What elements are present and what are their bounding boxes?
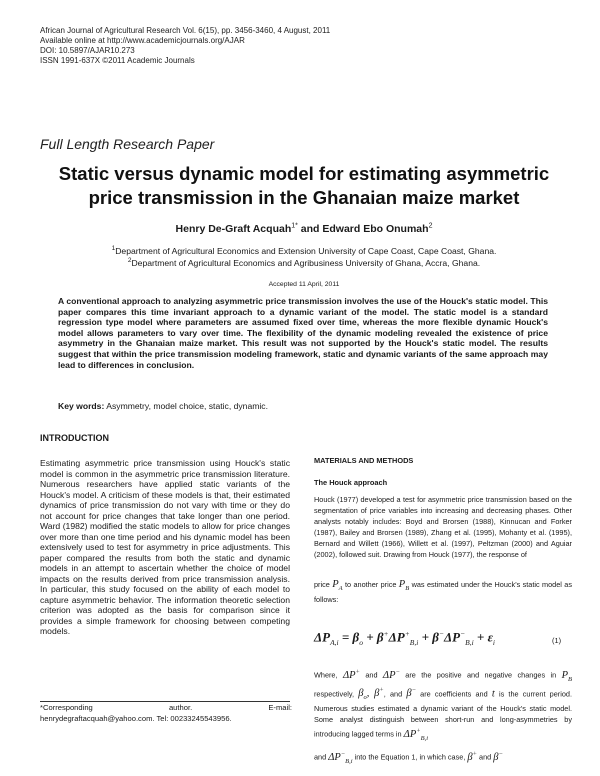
author-mark: 1* (291, 222, 298, 230)
footnote-word: *Corresponding (40, 703, 93, 712)
methods-heading: MATERIALS AND METHODS (314, 456, 414, 465)
delta-minus-symbol: ΔP− (382, 668, 400, 681)
footnote-word: author. (168, 703, 193, 712)
beta-minus-symbol: β− (493, 750, 503, 763)
keywords-label: Key words: (58, 401, 105, 411)
affiliation-text: Department of Agricultural Economics and Extension University of Cape Coast, Cape Coast, Ghana. (115, 246, 497, 256)
online-availability[interactable]: Available online at http://www.academicjournals.org/AJAR (40, 36, 245, 45)
delta-plus-symbol: ΔP+ (342, 668, 360, 681)
introduction-heading: INTRODUCTION (40, 433, 109, 443)
delta-pb-minus-symbol: $\Delta P^-_{B,i}$ (328, 750, 353, 765)
journal-citation: African Journal of Agricultural Research Vol. 6(15), pp. 3456-3460, 4 August, 2011 (40, 26, 331, 35)
footnote (40, 703, 292, 724)
beta-minus-symbol: β− (406, 686, 416, 700)
issn-line: ISSN 1991-637X ©2011 Academic Journals (40, 56, 195, 65)
doi-line: DOI: 10.5897/AJAR10.273 (40, 46, 135, 55)
price-b-symbol: $P_B$ (398, 579, 410, 593)
text-run: to another price (342, 580, 399, 589)
where-paragraph: Where, ΔP+ and ΔP− are the positive and negative changes in $P_B$ respectively, $\beta_o$, β+, and β− are coefficients and t is the current period. Numerous studies estimated a dynamic variant of the Houck's static model. Some analyst distinguish between short-run and long-asymmetries by introducing lagged terms in $\Delta P^+_{B,i}$ (314, 668, 573, 742)
footnote-word: E-mail: (268, 703, 292, 712)
author-mark: 2 (428, 222, 433, 230)
accepted-date: Accepted 11 April, 2011 (268, 281, 340, 288)
affiliation-text: Department of Agricultural Economics and Agribusiness University of Ghana, Accra, Ghana. (131, 258, 481, 268)
delta-pb-plus-symbol: $\Delta P^+_{B,i}$ (403, 727, 429, 742)
keywords (58, 401, 268, 411)
journal-header (40, 26, 330, 66)
author-name: Henry De-Graft Acquah (175, 223, 292, 235)
affiliation-2 (40, 258, 568, 269)
affiliation-mark: 2 (127, 257, 132, 265)
author-joiner: and (297, 223, 323, 235)
t-symbol: t (491, 688, 495, 700)
last-line: and $\Delta P^-_{B,i}$ into the Equation 1, in which case, β+ and β− (314, 750, 503, 765)
text-run: was estimated under the Houck's static model as follows: (314, 580, 573, 605)
introduction-body: Estimating asymmetric price transmission using Houck's static model is common in the asymmetric price transmission literature. Numerous researchers have applied static variants of the Houck's model. A criticism of these models is that, their estimated dynamics of price transmission do not vary with time or they do not account for price changes that take longer than one period. Ward (1982) modified the static models to allow for price changes over more than one time period and his dynamic model has been extensively used to test for asymmetry in price adjustments. This paper compared the results from both the static and dynamic models in an attempt to ascertain whether the choice of model impacts on the results derived from price transmission analysis. In particular, this study focused on the ability of each model to capture asymmetric behavior. The information theoretic selection criterion was adopted as the basis for comparison since it provides a simple framework for choosing between competing models. (40, 458, 290, 636)
equation-1: $\Delta P_{A,i} = \beta_o + \beta^+\Delta P^+_{B,i} + \beta^-\Delta P^-_{B,i} + \varepsilon_i$ (314, 629, 495, 647)
paper-title: Static versus dynamic model for estimating asymmetric price transmission in the Ghanaian maize market (58, 163, 550, 208)
price-a-symbol: $P_A$ (332, 579, 343, 593)
footnote-contact[interactable]: henrydegraftacquah@yahoo.com. Tel: 00233245543956. (40, 713, 232, 723)
keywords-list: Asymmetry, model choice, static, dynamic. (104, 401, 268, 411)
paper-category: Full Length Research Paper (40, 136, 215, 152)
houck-subheading: The Houck approach (314, 478, 388, 487)
author-line (40, 223, 568, 235)
price-b-symbol: $P_B$ (561, 669, 573, 683)
methods-paragraph-1: Houck (1977) developed a test for asymmetric price transmission based on the segmentation of price variables into increasing and decreasing phases. Other analysts notably includes: Boyd and Brorsen (1988), Kinnucan and Forker (1987), Bailey and Brorsen (1989), Zhang et al. (1995), Mohanty et al. (1995), Bernard and Willett (1966), Willett et al. (1997), Peltzman (2000) and Aguiar (2002), followed suit. Drawing from Houck (1977), the response of (314, 495, 572, 559)
equation-number: (1) (552, 636, 562, 645)
abstract: A conventional approach to analyzing asymmetric price transmission involves the use of the Houck's static model. This paper compares this time invariant approach to a dynamic variant of the model. The static model is a standard regression type model where parameters are assumed fixed over time, whereas the more flexible dynamic Houck's model allows parameters to vary over time. The flexibility of the dynamic modeling revealed the existence of price asymmetry in the Ghanaian maize market. This result was not supported by the Houck's static model. The results suggest that within the price transmission modeling framework, static and dynamic variants of the same approach may lead to differences in conclusion. (58, 296, 548, 370)
author-name: Edward Ebo Onumah (322, 223, 429, 235)
price-line (314, 579, 572, 605)
beta-plus-symbol: β+ (467, 750, 477, 763)
text-run: price (314, 580, 333, 589)
affiliation-mark: 1 (111, 245, 116, 253)
beta-symbols: $\beta_o$, β+ (358, 686, 384, 702)
footnote-divider (40, 701, 290, 702)
affiliation-1 (40, 246, 568, 257)
